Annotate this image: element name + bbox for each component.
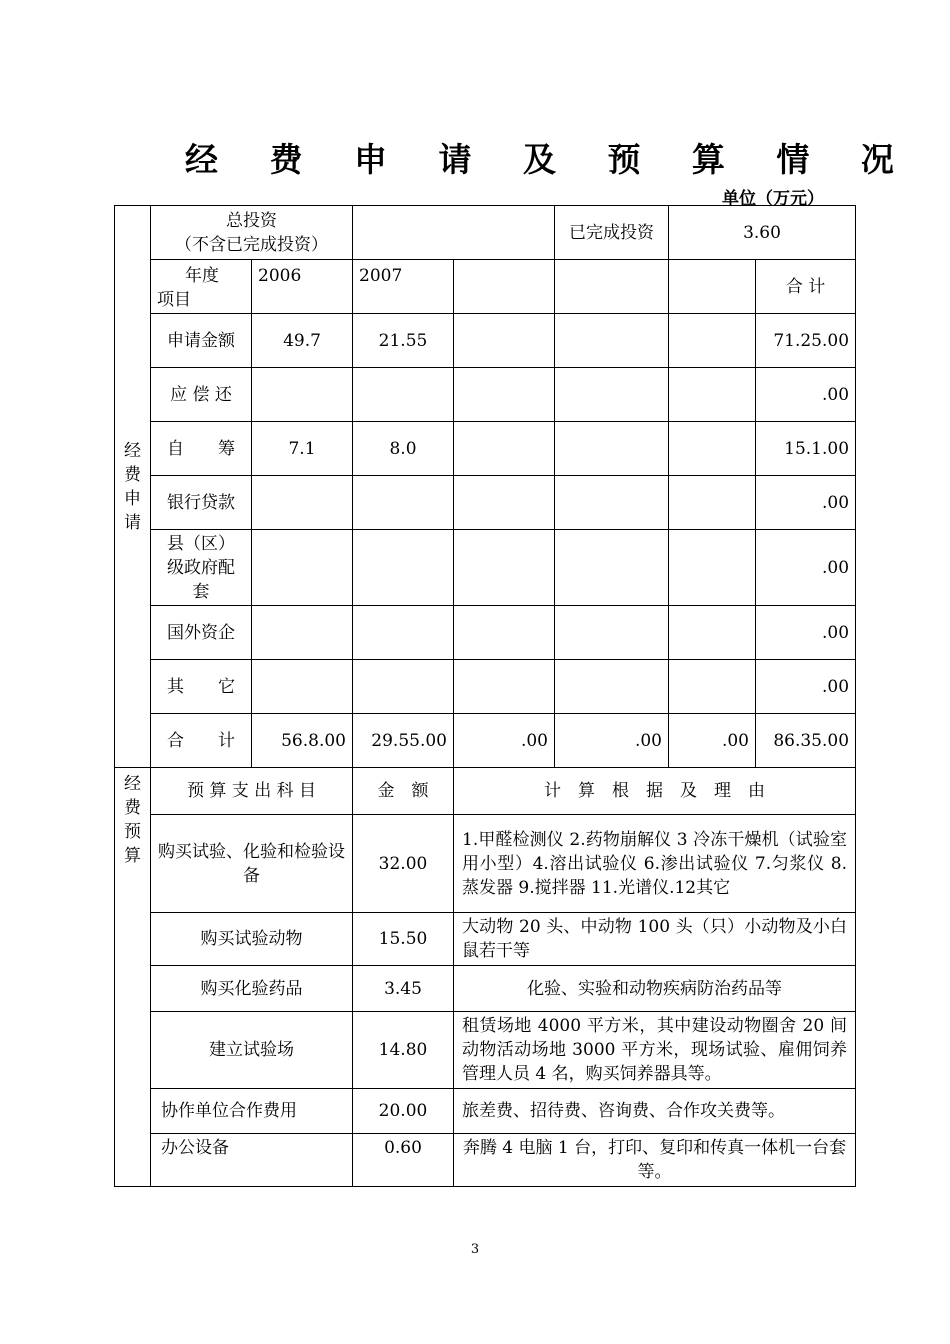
budget-item: 购买试验、化验和检验设备 (151, 815, 353, 913)
cell-value (669, 368, 756, 422)
cell-value: 49.7 (252, 314, 353, 368)
row-label: 合 计 (151, 714, 252, 768)
cell-value (353, 368, 454, 422)
cell-value (555, 606, 669, 660)
budget-reason: 租赁场地 4000 平方米，其中建设动物圈舍 20 间 动物活动场地 3000 平方米，现场试验、雇佣饲养管理人员 4 名，购买饲养器具等。 (454, 1012, 856, 1089)
cell-value (454, 660, 555, 714)
budget-table (114, 205, 856, 1187)
budget-amount: 3.45 (353, 966, 454, 1012)
budget-reason: 奔腾 4 电脑 1 台，打印、复印和传真一体机一台套等。 (454, 1134, 856, 1187)
page-title: 经 费 申 请 及 预 算 情 况 (185, 140, 914, 179)
cell-value (555, 530, 669, 606)
budget-item-header: 预 算 支 出 科 目 (151, 768, 353, 815)
budget-row (115, 1089, 856, 1134)
budget-amount: 14.80 (353, 1012, 454, 1089)
side-label-budget: 经费预算 (115, 768, 151, 1187)
row-label: 自 筹 (151, 422, 252, 476)
cell-value: 7.1 (252, 422, 353, 476)
cell-value (555, 422, 669, 476)
row-label: 其 它 (151, 660, 252, 714)
cell-value (353, 476, 454, 530)
table-row (115, 422, 856, 476)
budget-reason: 1.甲醛检测仪 2.药物崩解仪 3 冷冻干燥机（试验室用小型）4.溶出试验仪 6.渗出试验仪 7.匀浆仪 8.蒸发器 9.搅拌器 11.光谱仪.12其它 (454, 815, 856, 913)
cell-value (669, 660, 756, 714)
cell-value (454, 422, 555, 476)
row-total: .00 (756, 660, 856, 714)
row-label: 应 偿 还 (151, 368, 252, 422)
cell-value (555, 660, 669, 714)
budget-amount-header: 金 额 (353, 768, 454, 815)
cell-value (353, 660, 454, 714)
budget-amount: 15.50 (353, 913, 454, 966)
total-header: 合 计 (756, 260, 856, 314)
year-header-row (115, 260, 856, 314)
cell-value (454, 368, 555, 422)
cell-value: .00 (555, 714, 669, 768)
row-label: 银行贷款 (151, 476, 252, 530)
cell-value (252, 660, 353, 714)
total-investment-value (353, 206, 555, 260)
cell-value: 8.0 (353, 422, 454, 476)
table-row-total (115, 714, 856, 768)
cell-value: .00 (454, 714, 555, 768)
year-header (555, 260, 669, 314)
table-row (115, 314, 856, 368)
row-total: .00 (756, 606, 856, 660)
row-total: .00 (756, 530, 856, 606)
budget-item: 协作单位合作费用 (151, 1089, 353, 1134)
side-label-application: 经费申请 (115, 206, 151, 768)
cell-value (669, 314, 756, 368)
table-row (115, 368, 856, 422)
cell-value (252, 530, 353, 606)
row-total: 86.35.00 (756, 714, 856, 768)
table-row (115, 476, 856, 530)
table-row (115, 660, 856, 714)
cell-value (669, 606, 756, 660)
cell-value (454, 530, 555, 606)
budget-item: 购买试验动物 (151, 913, 353, 966)
cell-value (669, 530, 756, 606)
cell-value: 29.55.00 (353, 714, 454, 768)
cell-value (353, 606, 454, 660)
cell-value (555, 368, 669, 422)
completed-investment-value: 3.60 (669, 206, 856, 260)
budget-row (115, 1134, 856, 1187)
cell-value (353, 530, 454, 606)
budget-header-row (115, 768, 856, 815)
cell-value: .00 (669, 714, 756, 768)
row-total: 71.25.00 (756, 314, 856, 368)
row-total: .00 (756, 476, 856, 530)
cell-value (454, 606, 555, 660)
cell-value: 56.8.00 (252, 714, 353, 768)
budget-amount: 0.60 (353, 1134, 454, 1187)
budget-amount: 20.00 (353, 1089, 454, 1134)
cell-value (252, 476, 353, 530)
table-row (115, 606, 856, 660)
budget-row (115, 966, 856, 1012)
cell-value: 21.55 (353, 314, 454, 368)
budget-item: 购买化验药品 (151, 966, 353, 1012)
cell-value (555, 314, 669, 368)
table-row (115, 530, 856, 606)
cell-value (454, 314, 555, 368)
total-investment-label: 总投资 （不含已完成投资） (151, 206, 353, 260)
year-item-header: 年度 项目 (151, 260, 252, 314)
year-header (454, 260, 555, 314)
budget-amount: 32.00 (353, 815, 454, 913)
row-label: 申请金额 (151, 314, 252, 368)
cell-value (252, 368, 353, 422)
row-label: 县（区） 级政府配 套 (151, 530, 252, 606)
budget-reason-header: 计 算 根 据 及 理 由 (454, 768, 856, 815)
budget-row (115, 815, 856, 913)
cell-value (555, 476, 669, 530)
page-number: 3 (470, 1242, 480, 1257)
budget-reason: 化验、实验和动物疾病防治药品等 (454, 966, 856, 1012)
row-label: 国外资企 (151, 606, 252, 660)
budget-reason: 旅差费、招待费、咨询费、合作攻关费等。 (454, 1089, 856, 1134)
cell-value (669, 476, 756, 530)
budget-reason: 大动物 20 头、中动物 100 头（只）小动物及小白鼠若干等 (454, 913, 856, 966)
completed-investment-label: 已完成投资 (555, 206, 669, 260)
cell-value (252, 606, 353, 660)
year-header: 2006 (252, 260, 353, 314)
year-header: 2007 (353, 260, 454, 314)
cell-value (669, 422, 756, 476)
budget-item: 办公设备 (151, 1134, 353, 1187)
cell-value (454, 476, 555, 530)
investment-row (115, 206, 856, 260)
budget-row (115, 913, 856, 966)
unit-label: 单位（万元） (722, 189, 824, 209)
budget-row (115, 1012, 856, 1089)
year-header (669, 260, 756, 314)
row-total: .00 (756, 368, 856, 422)
budget-item: 建立试验场 (151, 1012, 353, 1089)
row-total: 15.1.00 (756, 422, 856, 476)
